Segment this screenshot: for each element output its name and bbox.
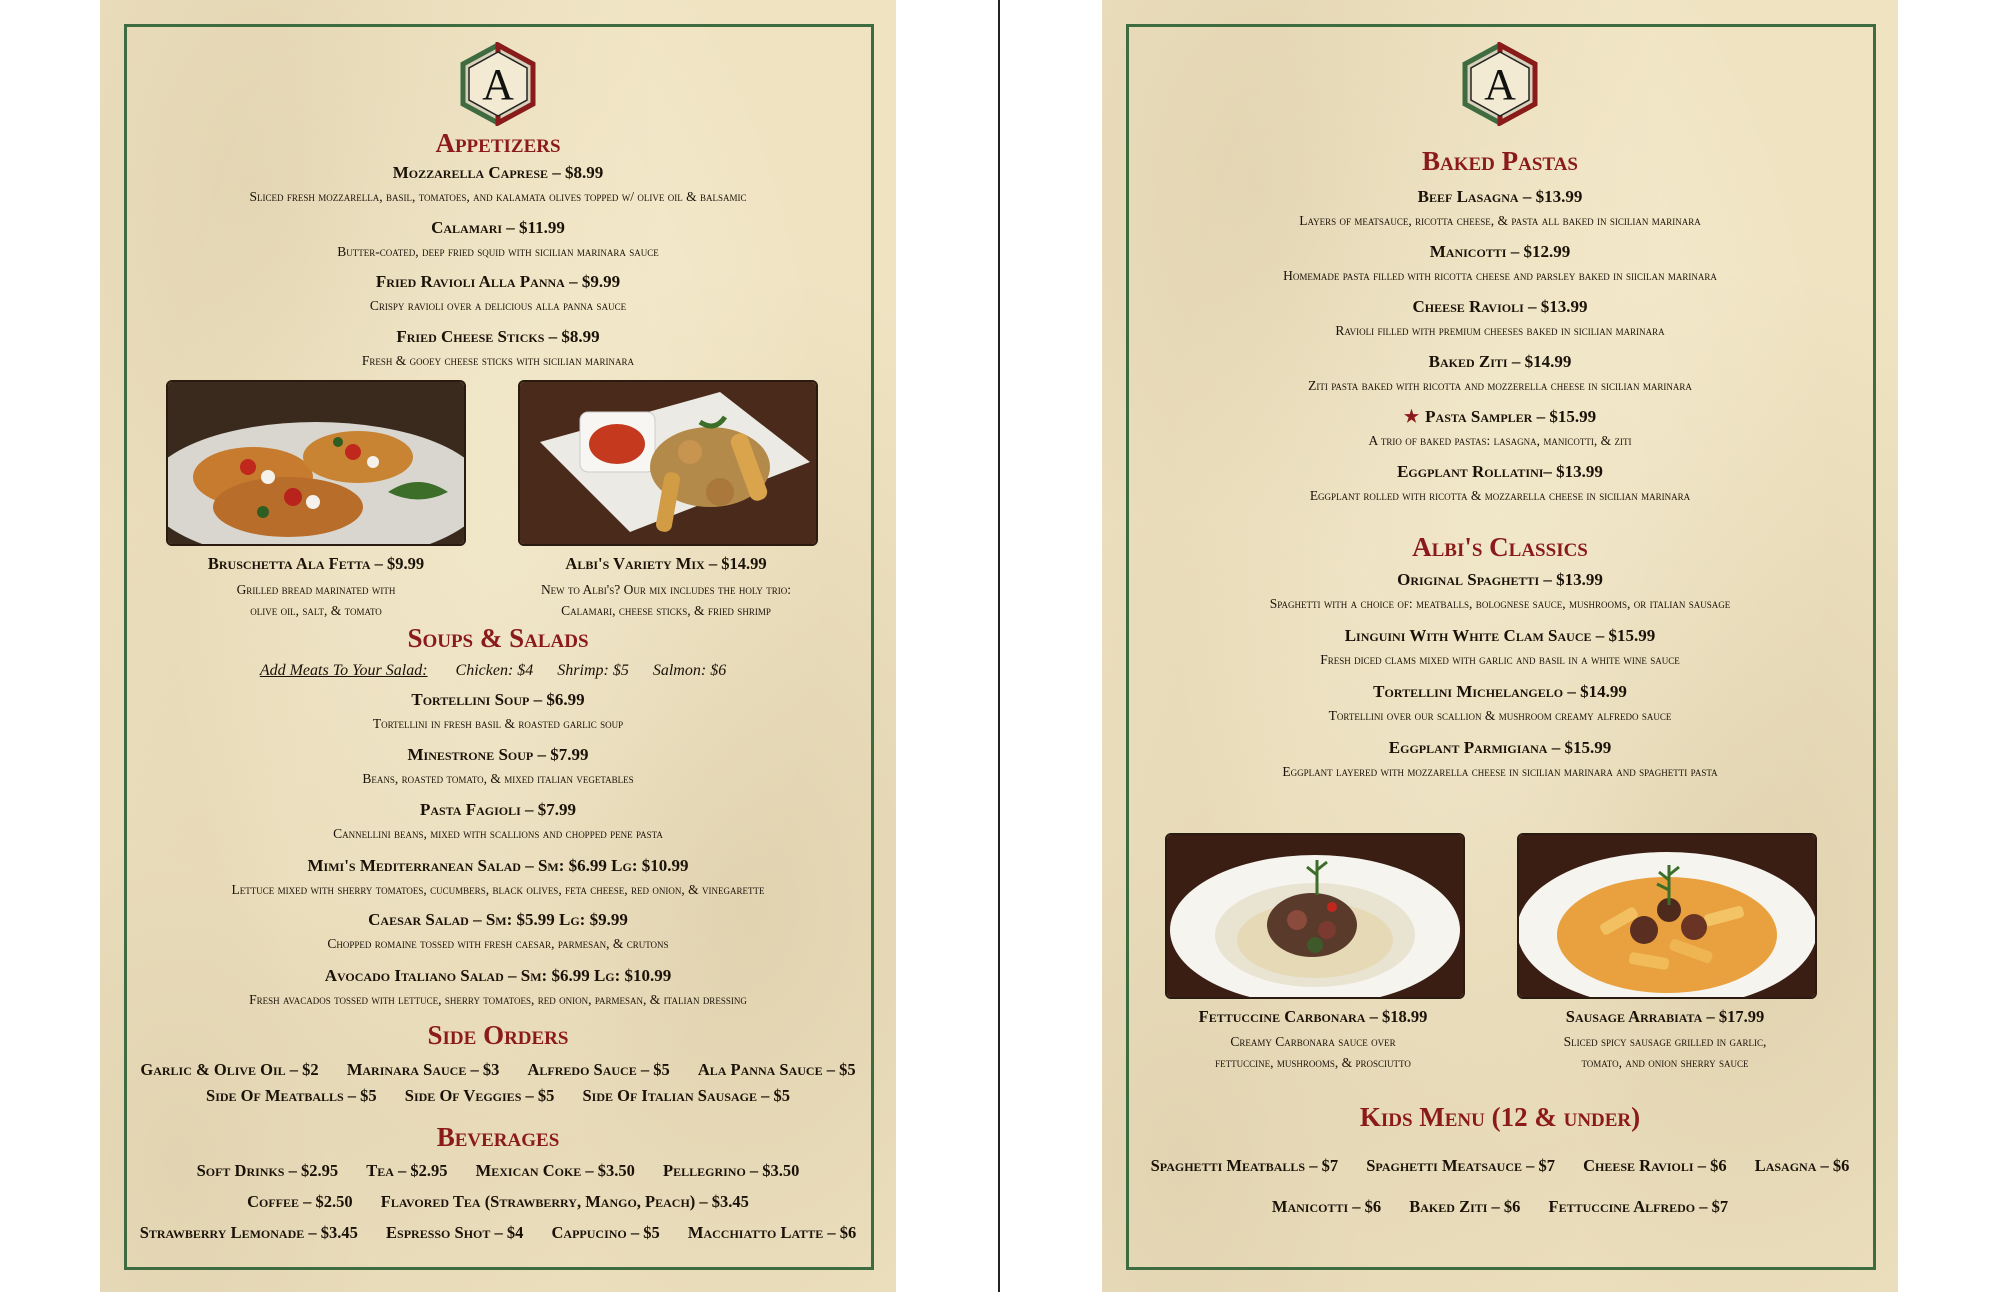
menu-item-name: Caesar Salad – Sm: $5.99 Lg: $9.99: [368, 910, 628, 929]
photo-item-name: Albi's Variety Mix – $14.99: [565, 554, 767, 573]
menu-item-name: Avocado Italiano Salad – Sm: $6.99 Lg: $10.99: [324, 966, 672, 985]
menu-item-desc: Eggplant layered with mozzarella cheese in sicilian marinara and spaghetti pasta: [1282, 764, 1718, 779]
menu-item-name: Fried Cheese Sticks – $8.99: [396, 327, 600, 346]
photo-item-desc-line: New to Albi's? Our mix includes the holy trio:: [540, 582, 792, 597]
menu-item-name: Mimi's Mediterranean Salad – Sm: $6.99 Lg: $10.99: [307, 856, 689, 875]
addon-option: Salmon: $6: [652, 662, 727, 679]
menu-item-name: Calamari – $11.99: [431, 218, 565, 237]
menu-item-name: Minestrone Soup – $7.99: [407, 745, 589, 764]
menu-item-desc: Tortellini over our scallion & mushroom creamy alfredo sauce: [1328, 708, 1672, 723]
kids-menu-row: [1102, 1156, 1898, 1176]
section-title-side-orders: Side Orders: [427, 1020, 569, 1050]
menu-item-name: Mozzarella Caprese – $8.99: [392, 163, 604, 182]
bruschetta-photo: [166, 380, 466, 546]
beverages-row: [100, 1223, 896, 1243]
photo-item-desc: [151, 579, 481, 621]
sausage-arrabiata-photo: [1517, 833, 1817, 999]
photo-item-desc-line: Calamari, cheese sticks, & fried shrimp: [561, 603, 771, 618]
side-order-item: Alfredo Sauce – $5: [527, 1060, 670, 1079]
beverage-item: Coffee – $2.50: [247, 1192, 353, 1211]
menu-item-desc: Spaghetti with a choice of: meatballs, bolognese sauce, mushrooms, or italian sausage: [1269, 596, 1731, 611]
page-border: [1126, 24, 1876, 1270]
beverage-item: Soft Drinks – $2.95: [196, 1161, 339, 1180]
menu-item-name: Baked Ziti – $14.99: [1428, 352, 1572, 371]
menu-item-desc: Fresh & gooey cheese sticks with sicilian marinara: [361, 353, 635, 368]
side-order-item: Ala Panna Sauce – $5: [697, 1060, 856, 1079]
photo-item-desc-line: Sliced spicy sausage grilled in garlic,: [1563, 1034, 1767, 1049]
kids-menu-item: Cheese Ravioli – $6: [1583, 1156, 1727, 1175]
kids-menu-row: [1102, 1197, 1898, 1217]
menu-item-desc: Cannellini beans, mixed with scallions and chopped pene pasta: [333, 826, 663, 841]
addon-option: Shrimp: $5: [557, 662, 629, 679]
restaurant-logo: [458, 42, 538, 126]
menu-item-desc: Fresh diced clams mixed with garlic and basil in a white wine sauce: [1320, 652, 1680, 667]
side-order-item: Garlic & Olive Oil – $2: [140, 1060, 319, 1079]
beverage-item: Mexican Coke – $3.50: [475, 1161, 635, 1180]
kids-menu-item: Manicotti – $6: [1271, 1197, 1382, 1216]
menu-item-desc: Homemade pasta filled with ricotta cheese and parsley baked in siicilan marinara: [1283, 268, 1717, 283]
menu-item-name: Tortellini Michelangelo – $14.99: [1373, 682, 1627, 701]
menu-item-desc: Eggplant rolled with ricotta & mozzarella cheese in sicilian marinara: [1309, 488, 1691, 503]
menu-item-name: Beef Lasagna – $13.99: [1417, 187, 1583, 206]
beverage-item: Pellegrino – $3.50: [663, 1161, 800, 1180]
menu-item-desc: Layers of meatsauce, ricotta cheese, & pasta all baked in sicilian marinara: [1299, 213, 1701, 228]
photo-item-name: Sausage Arrabiata – $17.99: [1565, 1007, 1765, 1026]
menu-item-desc: Beans, roasted tomato, & mixed italian vegetables: [362, 771, 634, 786]
menu-item-name: Original Spaghetti – $13.99: [1397, 570, 1603, 589]
side-order-item: Side Of Meatballs – $5: [206, 1086, 377, 1105]
beverage-item: Espresso Shot – $4: [386, 1223, 524, 1242]
menu-item-name: Manicotti – $12.99: [1429, 242, 1571, 261]
page-divider: [998, 0, 1000, 1292]
photo-item-name: Bruschetta Ala Fetta – $9.99: [207, 554, 425, 573]
photo-item-desc: [1148, 1031, 1478, 1073]
menu-item-desc: Ravioli filled with premium cheeses baked in sicilian marinara: [1335, 323, 1665, 338]
menu-item-name-featured: [1102, 407, 1898, 427]
menu-item-name: Tortellini Soup – $6.99: [411, 690, 585, 709]
svg-text:A: A: [482, 60, 514, 109]
beverage-item: Tea – $2.95: [366, 1161, 448, 1180]
photo-item-desc: [501, 579, 831, 621]
menu-item-desc: Ziti pasta baked with ricotta and mozzerella cheese in sicilian marinara: [1308, 378, 1692, 393]
menu-item-desc: Fresh avacados tossed with lettuce, sherry tomatoes, red onion, parmesan, & italian dressing: [249, 992, 747, 1007]
menu-item-name: Cheese Ravioli – $13.99: [1412, 297, 1588, 316]
variety-mix-photo: [518, 380, 818, 546]
salad-addons: [100, 662, 896, 680]
kids-menu-item: Fettuccine Alfredo – $7: [1548, 1197, 1729, 1216]
photo-item-desc: [1500, 1031, 1830, 1073]
side-order-item: Side Of Veggies – $5: [404, 1086, 555, 1105]
side-order-item: Side Of Italian Sausage – $5: [582, 1086, 790, 1105]
photo-item-desc-line: Creamy Carbonara sauce over: [1230, 1034, 1396, 1049]
photo-item-desc-line: olive oil, salt, & tomato: [250, 603, 382, 618]
star-icon: ★: [1403, 407, 1420, 426]
menu-page-right: [1102, 0, 1898, 1292]
section-title-beverages: Beverages: [436, 1122, 560, 1152]
menu-item-desc: Lettuce mixed with sherry tomatoes, cucumbers, black olives, feta cheese, red onion, & vinegarette: [231, 882, 765, 897]
menu-item-name: Linguini With White Clam Sauce – $15.99: [1344, 626, 1656, 645]
kids-menu-item: Baked Ziti – $6: [1409, 1197, 1521, 1216]
menu-item-name: Eggplant Parmigiana – $15.99: [1388, 738, 1612, 757]
menu-item-name: Pasta Sampler – $15.99: [1425, 407, 1597, 426]
side-orders-row: [100, 1060, 896, 1080]
beverages-row: [100, 1192, 896, 1212]
menu-item-name: Eggplant Rollatini– $13.99: [1397, 462, 1603, 481]
menu-item-desc: Butter-coated, deep fried squid with sicilian marinara sauce: [337, 244, 659, 259]
photo-item-name: Fettuccine Carbonara – $18.99: [1198, 1007, 1428, 1026]
menu-item-name: Fried Ravioli Alla Panna – $9.99: [375, 272, 621, 291]
addon-option: Chicken: $4: [455, 662, 534, 679]
svg-text:A: A: [1484, 60, 1516, 109]
section-title-soups-salads: Soups & Salads: [407, 623, 589, 653]
photo-item-desc-line: tomato, and onion sherry sauce: [1581, 1055, 1749, 1070]
section-title-kids-menu: Kids Menu (12 & under): [1359, 1102, 1641, 1132]
kids-menu-item: Lasagna – $6: [1754, 1156, 1850, 1175]
photo-item-desc-line: Grilled bread marinated with: [236, 582, 396, 597]
menu-item-desc: Tortellini in fresh basil & roasted garlic soup: [372, 716, 624, 731]
fettuccine-carbonara-photo: [1165, 833, 1465, 999]
beverage-item: Macchiatto Latte – $6: [687, 1223, 857, 1242]
photo-item-desc-line: fettuccine, mushrooms, & prosciutto: [1215, 1055, 1411, 1070]
kids-menu-item: Spaghetti Meatballs – $7: [1150, 1156, 1339, 1175]
menu-item-desc: Chopped romaine tossed with fresh caesar, parmesan, & crutons: [327, 936, 669, 951]
menu-page-left: [100, 0, 896, 1292]
section-title-baked-pastas: Baked Pastas: [1422, 146, 1578, 176]
side-order-item: Marinara Sauce – $3: [346, 1060, 500, 1079]
menu-item-desc: Sliced fresh mozzarella, basil, tomatoes, and kalamata olives topped w/ olive oil & balsamic: [249, 189, 747, 204]
beverage-item: Flavored Tea (Strawberry, Mango, Peach) – $3.45: [380, 1192, 749, 1211]
menu-item-name: Pasta Fagioli – $7.99: [419, 800, 577, 819]
addon-label: Add Meats To Your Salad:: [259, 662, 428, 679]
restaurant-logo: [1460, 42, 1540, 126]
beverage-item: Cappucino – $5: [551, 1223, 660, 1242]
side-orders-row: [100, 1086, 896, 1106]
menu-item-desc: A trio of baked pastas: lasagna, manicotti, & ziti: [1368, 433, 1632, 448]
kids-menu-item: Spaghetti Meatsauce – $7: [1366, 1156, 1555, 1175]
menu-item-desc: Crispy ravioli over a delicious alla panna sauce: [369, 298, 627, 313]
section-title-albis-classics: Albi's Classics: [1412, 532, 1588, 562]
beverage-item: Strawberry Lemonade – $3.45: [139, 1223, 358, 1242]
section-title-appetizers: Appetizers: [435, 128, 561, 158]
beverages-row: [100, 1161, 896, 1181]
